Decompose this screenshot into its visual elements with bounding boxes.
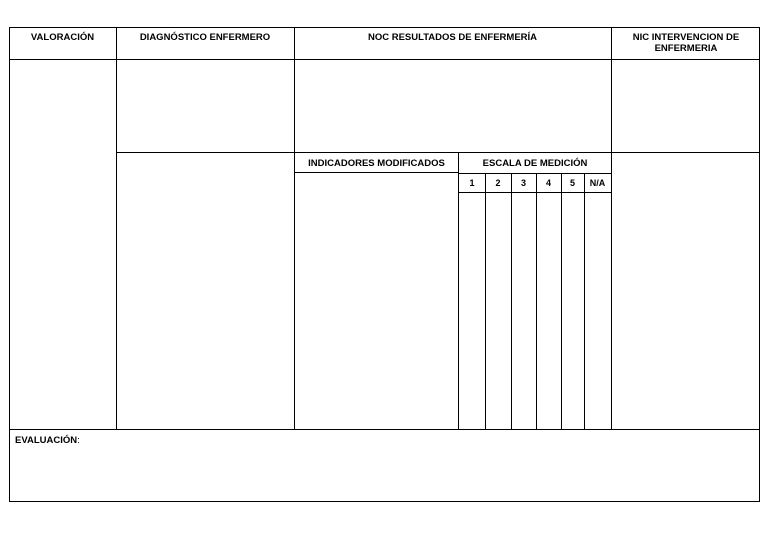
header-divider (9, 59, 760, 60)
evaluacion-label (15, 435, 80, 446)
scale-value-2: 2 (495, 178, 501, 188)
col-divider-3 (611, 27, 612, 429)
noc-upper-divider (116, 152, 760, 153)
scale-divider-2 (511, 173, 512, 429)
indicadores-divider (294, 172, 459, 173)
scale-values-divider (459, 192, 611, 193)
escala-medicion-label: ESCALA DE MEDICIÓN (482, 158, 588, 169)
col-divider-2 (294, 27, 295, 429)
scale-header-divider (459, 173, 611, 174)
scale-divider-3 (536, 173, 537, 429)
form-frame (9, 27, 760, 502)
scale-value-4: 4 (545, 178, 551, 188)
header-nic: NIC INTERVENCION DE ENFERMERIA (632, 32, 740, 54)
evaluacion-colon: : (77, 435, 80, 446)
scale-value-5: 5 (569, 178, 575, 188)
evaluacion-text: EVALUACIÓN (15, 435, 78, 446)
header-noc: NOC RESULTADOS DE ENFERMERÍA (367, 32, 538, 43)
col-divider-1 (116, 27, 117, 429)
header-valoracion: VALORACIÓN (30, 32, 95, 43)
scale-value-na: N/A (589, 178, 606, 188)
scale-value-1: 1 (469, 178, 475, 188)
scale-divider-1 (485, 173, 486, 429)
indicadores-modificados-label: INDICADORES MODIFICADOS (308, 158, 445, 169)
scale-divider-4 (561, 173, 562, 429)
scale-divider-5 (584, 173, 585, 429)
indicadores-right-border (458, 152, 459, 429)
evaluation-divider (9, 429, 760, 430)
scale-value-3: 3 (520, 178, 526, 188)
header-diagnostico: DIAGNÓSTICO ENFERMERO (139, 32, 271, 43)
